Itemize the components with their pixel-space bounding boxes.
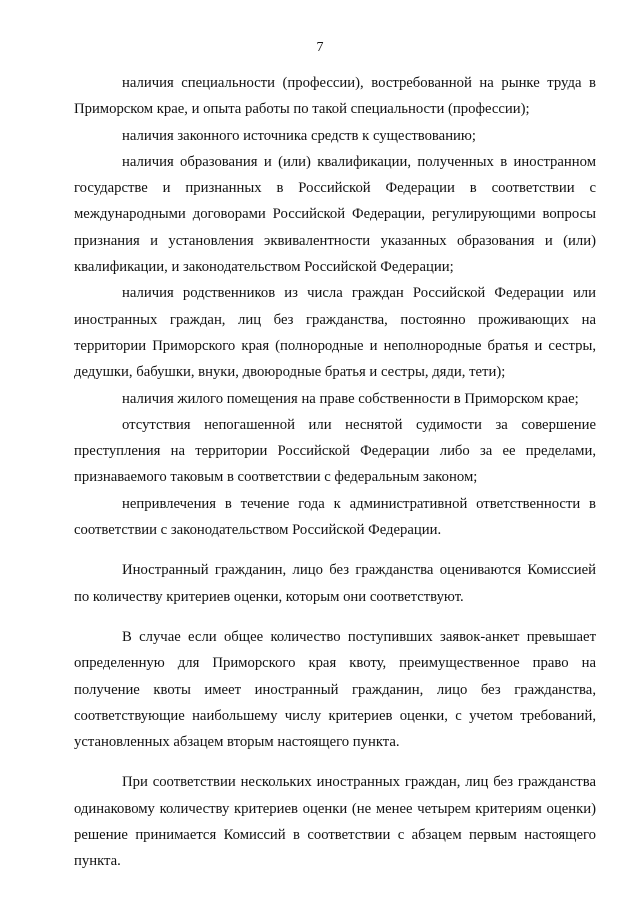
paragraph-housing: наличия жилого помещения на праве собственности в Приморском крае; [122, 390, 579, 407]
paragraph-no-admin-liability: непривлечения в течение года к административной ответственности в соответствии с законодательством Российской Федерации. [74, 495, 596, 539]
page-number: 7 [316, 40, 324, 55]
paragraph-quota-priority: В случае если общее количество поступивших заявок-анкет превышает определенную для Приморского края квоту, преимущественное право на получение квоты имеет иностранный гражданин, лицо без гражданства, соответствующие наибольшему числу критериев оценки, с учетом требований, установленных абзацем вторым настоящего пункта. [74, 628, 596, 751]
paragraph-income-source: наличия законного источника средств к существованию; [122, 127, 476, 144]
paragraph-relatives: наличия родственников из числа граждан Российской Федерации или иностранных граждан, лиц без гражданства, постоянно проживающих на территории Приморского края (полнородные и неполнородные братья и сестры, дедушки, бабушки, внуки, двоюродные братья и сестры, дяди, тети); [74, 285, 596, 381]
paragraph-evaluation: Иностранный гражданин, лицо без гражданства оцениваются Комиссией по количеству критериев оценки, которым они соответствуют. [74, 562, 596, 605]
paragraph-specialty: наличия специальности (профессии), востребованной на рынке труда в Приморском крае, и опыта работы по такой специальности (профессии); [74, 75, 596, 118]
paragraph-education: наличия образования и (или) квалификации, полученных в иностранном государстве и признанных в Российской Федерации в соответствии с международными договорами Российской Федерации, регулирующими вопросы признания и установления эквивалентности указанных образования и (или) квалификации, и законодательством Российской Федерации; [74, 153, 596, 276]
document-body [74, 70, 596, 875]
paragraph-equal-criteria: При соответствии нескольких иностранных граждан, лиц без гражданства одинаковому количеству критериев оценки (не менее четырем критериям оценки) решение принимается Комиссий в соответствии с абзацем первым настоящего пункта. [74, 774, 596, 870]
paragraph-no-conviction: отсутствия непогашенной или неснятой судимости за совершение преступления на территории Российской Федерации либо за ее пределами, признаваемого таковым в соответствии с федеральным законом; [74, 416, 596, 486]
